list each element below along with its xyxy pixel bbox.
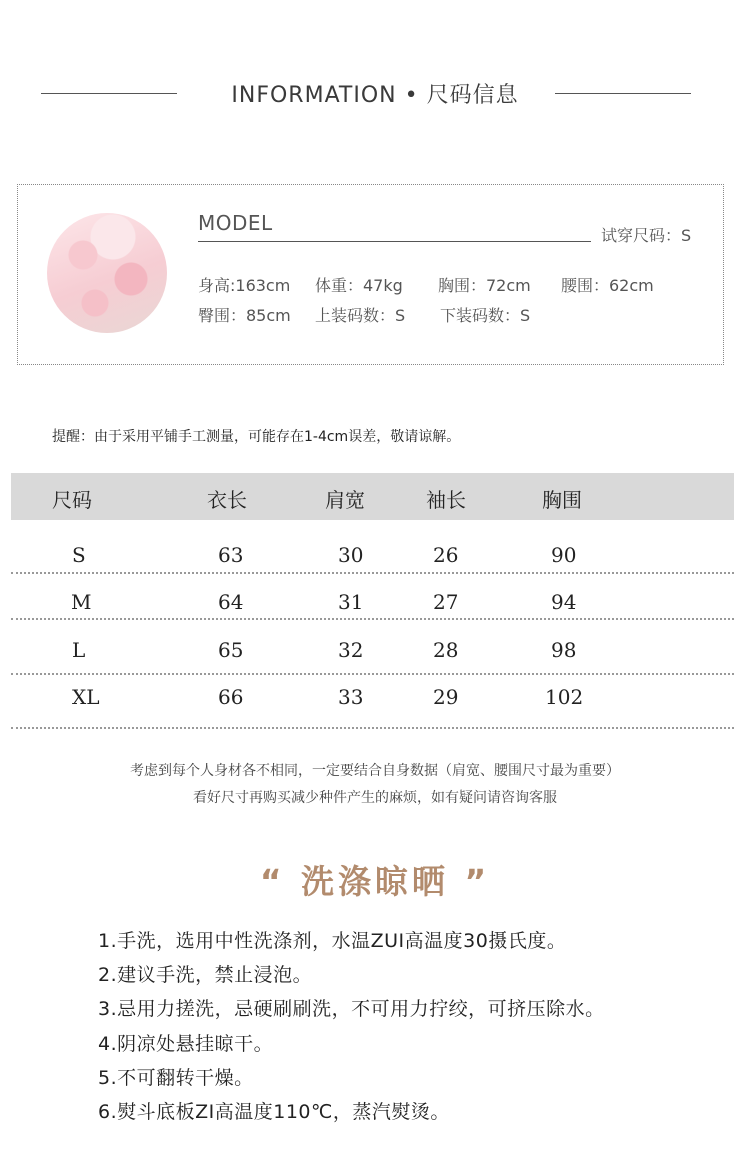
table-cell-size: XL	[72, 685, 100, 709]
model-avatar	[47, 213, 167, 333]
table-cell-sleeve: 28	[433, 638, 459, 662]
advice-line-2: 看好尺寸再购买减少种件产生的麻烦，如有疑问请咨询客服	[193, 790, 557, 806]
table-cell-shoulder: 33	[338, 685, 364, 709]
washing-instruction: 3.忌用力搓洗，忌硬刷刷洗，不可用力拧绞，可挤压除水。	[98, 998, 605, 1020]
row-divider	[11, 572, 734, 574]
row-divider	[11, 618, 734, 620]
table-cell-shoulder: 31	[338, 590, 364, 614]
col-header-size: 尺码	[52, 488, 92, 512]
stat-waist: 腰围：62cm	[561, 276, 654, 295]
stat-hip: 臀围：85cm	[198, 306, 291, 325]
table-cell-bust: 98	[551, 638, 577, 662]
table-cell-size: S	[72, 543, 86, 567]
stat-bust: 胸围：72cm	[438, 276, 531, 295]
washing-title: “ 洗涤晾晒 ”	[259, 862, 491, 901]
size-table-header	[11, 473, 734, 520]
section-title: INFORMATION • 尺码信息	[231, 83, 519, 108]
advice-line-1: 考虑到每个人身材各不相同，一定要结合自身数据（肩宽、腰围尺寸最为重要）	[130, 763, 620, 779]
try-size: 试穿尺码：S	[601, 226, 692, 245]
measurement-note: 提醒：由于采用平铺手工测量，可能存在1-4cm误差，敬请谅解。	[52, 429, 461, 445]
table-cell-length: 65	[218, 638, 244, 662]
col-header-bust: 胸围	[542, 488, 582, 512]
table-cell-sleeve: 29	[433, 685, 459, 709]
table-cell-size: M	[71, 590, 92, 614]
table-cell-bust: 102	[545, 685, 584, 709]
table-cell-bust: 90	[551, 543, 577, 567]
table-cell-sleeve: 26	[433, 543, 459, 567]
stat-weight: 体重：47kg	[315, 276, 403, 295]
table-cell-shoulder: 30	[338, 543, 364, 567]
stat-height: 身高:163cm	[198, 276, 291, 295]
table-cell-shoulder: 32	[338, 638, 364, 662]
model-underline	[198, 241, 591, 242]
washing-instruction: 6.熨斗底板ZI高温度110℃，蒸汽熨烫。	[98, 1101, 450, 1123]
table-cell-size: L	[72, 638, 86, 662]
model-label: MODEL	[198, 211, 273, 235]
washing-instruction: 1.手洗，选用中性洗涤剂，水温ZUI高温度30摄氏度。	[98, 930, 567, 952]
row-divider	[11, 727, 734, 729]
table-cell-length: 64	[218, 590, 244, 614]
washing-instruction: 5.不可翻转干燥。	[98, 1067, 254, 1089]
header-divider-right	[555, 93, 691, 94]
stat-bottom-size: 下装码数：S	[440, 306, 531, 325]
col-header-sleeve: 袖长	[426, 488, 466, 512]
washing-instruction: 4.阴凉处悬挂晾干。	[98, 1033, 274, 1055]
row-divider	[11, 673, 734, 675]
model-card	[17, 184, 724, 365]
table-cell-sleeve: 27	[433, 590, 459, 614]
stat-top-size: 上装码数：S	[315, 306, 406, 325]
table-cell-length: 63	[218, 543, 244, 567]
washing-instruction: 2.建议手洗，禁止浸泡。	[98, 964, 313, 986]
table-cell-bust: 94	[551, 590, 577, 614]
col-header-shoulder: 肩宽	[325, 488, 365, 512]
col-header-length: 衣长	[207, 488, 247, 512]
table-cell-length: 66	[218, 685, 244, 709]
